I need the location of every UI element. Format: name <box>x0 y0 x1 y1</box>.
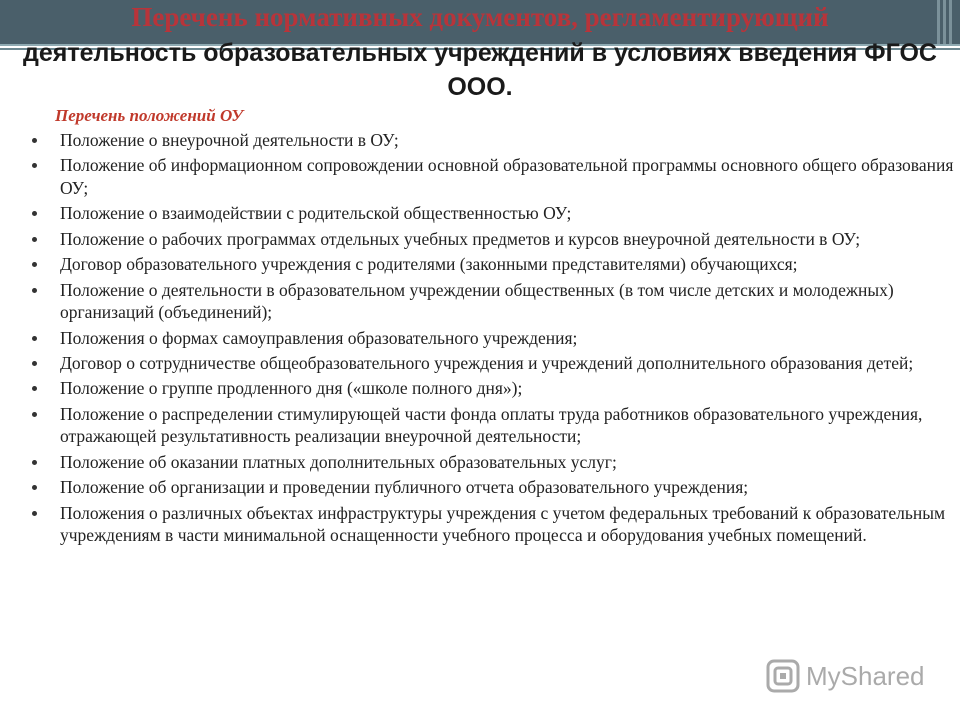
bullet-icon <box>32 412 37 417</box>
slide-title: деятельность образовательных учреждений в условиях введения ФГОС ООО. <box>23 39 937 101</box>
list-item: Положение о распределении стимулирующей части фонда оплаты труда работников образовательного учреждения, отражающей результативность реализации внеурочной деятельности; <box>28 403 958 448</box>
list-subtitle: Перечень положений ОУ <box>55 106 244 125</box>
bullet-icon <box>32 262 37 267</box>
bullet-icon <box>32 237 37 242</box>
bullet-icon <box>32 163 37 168</box>
watermark <box>766 656 925 696</box>
list-item: Положение о группе продленного дня («школе полного дня»); <box>28 377 958 399</box>
watermark-text: MyShared <box>806 660 925 691</box>
list-item: Положение о внеурочной деятельности в ОУ; <box>28 129 958 151</box>
list-item: Положения о различных объектах инфраструктуры учреждения с учетом федеральных требований к образовательным учреждениям в части минимальной оснащенности учебного процесса и оборудования учебных помещений. <box>28 502 958 547</box>
list-item: Положение об информационном сопровождении основной образовательной программы основного общего образования ОУ; <box>28 154 958 199</box>
bullet-icon <box>32 386 37 391</box>
list-item: Договор образовательного учреждения с родителями (законными представителями) обучающихся; <box>28 253 958 275</box>
bullet-icon <box>32 138 37 143</box>
bullet-icon <box>32 288 37 293</box>
list-item: Положение о рабочих программах отдельных учебных предметов и курсов внеурочной деятельности в ОУ; <box>28 228 958 250</box>
bullet-icon <box>32 460 37 465</box>
document-list <box>28 129 958 549</box>
myshared-logo-icon <box>766 659 800 693</box>
list-item: Положение об оказании платных дополнительных образовательных услуг; <box>28 451 958 473</box>
bullet-icon <box>32 485 37 490</box>
bullet-icon <box>32 211 37 216</box>
bullet-icon <box>32 361 37 366</box>
slide-title-top: Перечень нормативных документов, регламентирующий <box>131 2 829 32</box>
list-item: Положение о взаимодействии с родительской общественностью ОУ; <box>28 202 958 224</box>
list-item: Положение о деятельности в образовательном учреждении общественных (в том числе детских и молодежных) организаций (объединений); <box>28 279 958 324</box>
bullet-icon <box>32 336 37 341</box>
list-item: Договор о сотрудничестве общеобразовательного учреждения и учреждений дополнительного образования детей; <box>28 352 958 374</box>
bullet-icon <box>32 511 37 516</box>
list-item: Положения о формах самоуправления образовательного учреждения; <box>28 327 958 349</box>
list-item: Положение об организации и проведении публичного отчета образовательного учреждения; <box>28 476 958 498</box>
